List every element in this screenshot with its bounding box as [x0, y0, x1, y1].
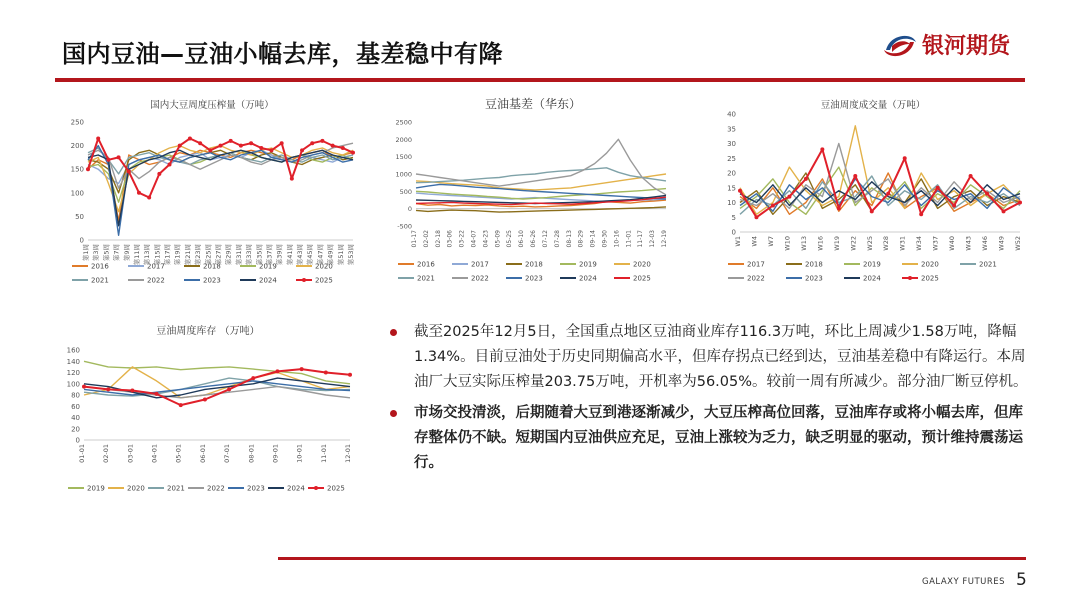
- x-tick-label: 第21周: [183, 244, 192, 266]
- legend-marker: [314, 486, 318, 490]
- y-tick-label: 0: [731, 228, 736, 237]
- data-point: [320, 139, 324, 143]
- data-point: [787, 195, 791, 199]
- bullet-dot-icon: [390, 329, 397, 336]
- chart-title: 豆油基差（华东）: [484, 97, 582, 111]
- y-tick-label: 0: [79, 236, 84, 245]
- x-tick-label: 第51周: [336, 244, 345, 266]
- x-tick-label: 10-16: [613, 230, 621, 248]
- x-tick-label: W49: [997, 236, 1006, 251]
- footer-divider: [278, 557, 1026, 560]
- data-point: [137, 191, 141, 195]
- data-point: [936, 186, 940, 190]
- chart-title: 豆油周度成交量（万吨）: [820, 100, 926, 111]
- data-point: [324, 371, 328, 375]
- legend-marker: [302, 278, 306, 282]
- x-tick-label: 第3周: [92, 244, 101, 262]
- data-point: [310, 141, 314, 145]
- legend-label: 2019: [87, 484, 105, 493]
- y-tick-label: 50: [75, 212, 84, 221]
- y-tick-label: 1500: [395, 153, 412, 162]
- x-tick-label: 07-01: [223, 444, 232, 463]
- data-point: [341, 146, 345, 150]
- data-point: [280, 141, 284, 145]
- data-point: [86, 167, 90, 171]
- x-tick-label: 11-01: [319, 444, 328, 463]
- x-tick-label: 08-29: [577, 230, 585, 248]
- legend-label: 2022: [147, 276, 165, 285]
- y-tick-label: 20: [727, 169, 736, 178]
- legend-label: 2021: [167, 484, 185, 493]
- x-tick-label: W22: [849, 236, 858, 251]
- y-tick-label: 40: [71, 414, 80, 422]
- legend-label: 2016: [91, 262, 109, 271]
- y-tick-label: 200: [70, 142, 84, 151]
- data-point: [269, 148, 273, 152]
- data-point: [837, 206, 841, 210]
- legend-label: 2017: [471, 260, 489, 269]
- data-point: [300, 148, 304, 152]
- x-tick-label: 第25周: [204, 244, 213, 266]
- x-tick-label: W34: [915, 236, 924, 251]
- data-point: [969, 174, 973, 178]
- data-point: [157, 172, 161, 176]
- x-tick-label: 第29周: [224, 244, 233, 266]
- y-tick-label: 60: [71, 402, 80, 411]
- x-tick-label: 第41周: [285, 244, 294, 266]
- bullet-dot-icon: [390, 410, 397, 417]
- data-point: [754, 215, 758, 219]
- data-point: [985, 192, 989, 196]
- data-point: [820, 147, 824, 151]
- data-point: [82, 385, 86, 389]
- series-line-2018: [416, 207, 666, 212]
- legend-label: 2025: [921, 274, 939, 283]
- x-tick-label: W31: [898, 236, 907, 251]
- x-tick-label: 第35周: [255, 244, 264, 266]
- x-tick-label: 第23周: [194, 244, 203, 266]
- x-tick-label: 第43周: [296, 243, 305, 266]
- x-tick-label: 04-23: [482, 230, 490, 248]
- x-tick-label: W4: [750, 236, 759, 247]
- legend-label: 2024: [287, 484, 305, 493]
- legend-label: 2019: [863, 260, 881, 269]
- data-point: [229, 139, 233, 143]
- data-point: [331, 144, 335, 148]
- data-point: [259, 146, 263, 150]
- x-tick-label: 05-01: [174, 444, 183, 463]
- x-tick-label: W37: [931, 236, 940, 251]
- x-tick-label: 第15周: [153, 244, 162, 266]
- legend-label: 2025: [633, 274, 651, 283]
- x-tick-label: 03-22: [458, 230, 466, 248]
- footer-brand: GALAXY FUTURES: [922, 577, 1006, 587]
- x-tick-label: W19: [832, 236, 841, 251]
- data-point: [117, 155, 121, 159]
- y-tick-label: 100: [66, 380, 80, 389]
- data-point: [903, 156, 907, 160]
- x-tick-label: W7: [766, 236, 775, 247]
- legend-label: 2024: [259, 276, 277, 285]
- x-tick-label: 12-01: [344, 444, 352, 463]
- legend-marker: [908, 276, 912, 280]
- legend-label: 2020: [633, 260, 651, 269]
- x-tick-label: 第31周: [234, 244, 243, 266]
- data-point: [290, 177, 294, 181]
- legend-label: 2025: [315, 276, 333, 285]
- y-tick-label: -500: [397, 222, 412, 231]
- bullet-text: 市场交投清淡，后期随着大豆到港逐渐减少，大豆压榨高位回落，豆油库存或将小幅去库，但库存整体仍不缺。短期国内豆油供应充足，豆油上涨较为乏力，缺乏明显的驱动，预计维持震荡运行。: [414, 405, 1023, 471]
- data-point: [1018, 201, 1022, 205]
- x-tick-label: 第33周: [245, 244, 254, 266]
- legend-label: 2022: [471, 274, 489, 283]
- data-point: [96, 137, 100, 141]
- x-tick-label: 第1周: [82, 244, 90, 262]
- x-tick-label: 09-30: [601, 230, 609, 248]
- x-tick-label: 11-01: [625, 229, 633, 248]
- x-tick-label: 第37周: [265, 244, 274, 266]
- x-tick-label: 09-14: [589, 230, 597, 248]
- legend-label: 2019: [259, 262, 277, 271]
- chart-weekly-inventory: [58, 322, 358, 502]
- data-point: [219, 144, 223, 148]
- legend-label: 2018: [805, 260, 823, 269]
- data-point: [208, 148, 212, 152]
- y-tick-label: 0: [75, 436, 80, 445]
- page-title: 国内豆油—豆油小幅去库，基差稳中有降: [62, 40, 503, 68]
- x-tick-label: 03-01: [126, 444, 135, 463]
- x-tick-label: 04-01: [150, 444, 159, 463]
- data-point: [179, 403, 183, 407]
- y-tick-label: 2000: [395, 135, 412, 144]
- page-number: 5: [1016, 570, 1027, 590]
- data-point: [198, 141, 202, 145]
- data-point: [203, 398, 207, 402]
- y-tick-label: 25: [727, 154, 736, 163]
- y-tick-label: 30: [727, 140, 736, 148]
- y-tick-label: 2500: [395, 118, 412, 127]
- x-tick-label: 第47周: [316, 244, 325, 266]
- y-tick-label: 20: [71, 425, 80, 434]
- data-point: [351, 151, 355, 155]
- y-tick-label: 160: [66, 346, 80, 355]
- x-tick-label: W28: [882, 236, 891, 251]
- legend-label: 2021: [979, 260, 997, 269]
- legend-label: 2017: [147, 262, 165, 271]
- x-tick-label: 04-07: [470, 230, 478, 248]
- x-tick-label: 07-12: [541, 230, 549, 248]
- x-tick-label: 第19周: [173, 244, 182, 266]
- data-point: [130, 389, 134, 393]
- legend-label: 2021: [91, 276, 109, 285]
- x-tick-label: W43: [964, 236, 973, 251]
- y-tick-label: 10: [727, 199, 736, 207]
- x-tick-label: W25: [865, 236, 874, 251]
- data-point: [106, 387, 110, 391]
- x-tick-label: W40: [948, 236, 957, 251]
- chart-title: 国内大豆周度压榨量（万吨）: [150, 100, 274, 111]
- legend-label: 2022: [207, 484, 225, 493]
- data-point: [870, 209, 874, 213]
- brand-name: 银河期货: [922, 34, 1011, 59]
- x-tick-label: 05-09: [494, 230, 502, 248]
- y-tick-label: 15: [727, 184, 736, 193]
- data-point: [239, 144, 243, 148]
- bullet-item: [388, 401, 1028, 476]
- chart-title: 豆油周度库存 （万吨）: [156, 326, 260, 337]
- data-point: [804, 177, 808, 181]
- chart-basis-east-china: [388, 96, 678, 296]
- data-point: [952, 203, 956, 207]
- data-point: [106, 158, 110, 162]
- x-tick-label: 01-01: [78, 444, 86, 463]
- x-tick-label: 第11周: [132, 244, 141, 266]
- chart-crush-volume: [62, 96, 362, 296]
- x-tick-label: 第9周: [122, 244, 131, 262]
- series-line-2022: [416, 139, 666, 195]
- data-point: [168, 162, 172, 166]
- x-tick-label: 第53周: [347, 244, 355, 266]
- y-tick-label: 500: [399, 187, 412, 196]
- x-tick-label: 05-25: [506, 230, 514, 248]
- x-tick-label: 第13周: [143, 244, 152, 266]
- data-point: [127, 170, 131, 174]
- x-tick-label: 第39周: [275, 244, 284, 266]
- y-tick-label: 40: [727, 110, 736, 119]
- x-tick-label: 08-01: [247, 444, 256, 463]
- x-tick-label: W10: [783, 236, 792, 251]
- series-line-2020: [416, 174, 666, 190]
- legend-label: 2022: [747, 274, 765, 283]
- legend-label: 2024: [579, 274, 597, 283]
- x-tick-label: 09-01: [271, 444, 280, 463]
- y-tick-label: 5: [731, 213, 736, 222]
- data-point: [251, 376, 255, 380]
- data-point: [275, 369, 279, 373]
- chart-weekly-turnover: [718, 96, 1028, 296]
- commentary: [388, 320, 1028, 476]
- data-point: [1002, 209, 1006, 213]
- y-tick-label: 1000: [395, 170, 412, 179]
- y-tick-label: 250: [70, 118, 84, 127]
- data-point: [348, 373, 352, 377]
- x-tick-label: 02-02: [422, 230, 430, 248]
- data-point: [300, 367, 304, 371]
- y-tick-label: 100: [70, 189, 84, 198]
- x-tick-label: W52: [1014, 236, 1022, 251]
- bullet-item: [388, 320, 1028, 395]
- x-tick-label: 12-19: [661, 230, 668, 248]
- y-tick-label: 140: [66, 357, 80, 366]
- data-point: [853, 174, 857, 178]
- legend-label: 2025: [327, 484, 345, 493]
- y-tick-label: 0: [407, 205, 412, 214]
- x-tick-label: 06-01: [198, 444, 207, 463]
- legend-label: 2023: [805, 274, 823, 283]
- x-tick-label: 第49周: [326, 244, 335, 266]
- legend-label: 2018: [203, 262, 221, 271]
- data-point: [771, 203, 775, 207]
- legend-label: 2024: [863, 274, 881, 283]
- x-tick-label: 07-28: [553, 230, 561, 248]
- legend-label: 2021: [417, 274, 435, 283]
- x-tick-label: 第5周: [102, 244, 111, 262]
- x-tick-label: 11-17: [637, 230, 645, 248]
- x-tick-label: 08-13: [565, 230, 573, 248]
- x-tick-label: 01-17: [411, 230, 418, 248]
- x-tick-label: 03-06: [446, 230, 454, 248]
- data-point: [188, 137, 192, 141]
- data-point: [155, 392, 159, 396]
- x-tick-label: 第45周: [306, 244, 315, 266]
- legend-label: 2023: [203, 276, 221, 285]
- x-tick-label: 06-10: [518, 230, 526, 248]
- legend-label: 2019: [579, 260, 597, 269]
- data-point: [919, 212, 923, 216]
- x-tick-label: 第27周: [214, 244, 223, 266]
- data-point: [227, 387, 231, 391]
- x-tick-label: 10-01: [295, 444, 304, 463]
- data-point: [147, 196, 151, 200]
- legend-label: 2017: [747, 260, 765, 269]
- x-tick-label: 06-26: [530, 230, 538, 248]
- y-tick-label: 35: [727, 125, 736, 134]
- legend-label: 2023: [247, 484, 265, 493]
- x-tick-label: W13: [799, 236, 808, 251]
- data-point: [249, 141, 253, 145]
- legend-label: 2016: [417, 260, 435, 269]
- data-point: [738, 189, 742, 193]
- legend-label: 2023: [525, 274, 543, 283]
- x-tick-label: 第7周: [112, 244, 121, 262]
- bullet-text: 截至2025年12月5日，全国重点地区豆油商业库存116.3万吨，环比上周减少1.58万吨，降幅1.34%。目前豆油处于历史同期偏高水平，但库存拐点已经到达，豆油基差稳中有降运行。本周油厂大豆实际压榨量203.75万吨，开机率为56.05%。较前一周有所减少。部分油厂断豆停机。: [414, 324, 1028, 390]
- legend-label: 2020: [315, 262, 333, 271]
- legend-label: 2020: [127, 484, 145, 493]
- header-divider: [55, 78, 1025, 82]
- x-tick-label: W16: [816, 236, 825, 251]
- data-point: [178, 144, 182, 148]
- legend-label: 2018: [525, 260, 543, 269]
- y-tick-label: 120: [66, 369, 80, 377]
- x-tick-label: 12-03: [649, 230, 657, 248]
- x-tick-label: 02-18: [434, 230, 442, 248]
- x-tick-label: 第17周: [163, 244, 172, 266]
- data-point: [886, 192, 890, 196]
- y-tick-label: 80: [71, 391, 80, 400]
- legend-label: 2020: [921, 260, 939, 269]
- y-tick-label: 150: [70, 165, 84, 174]
- x-tick-label: 02-01: [102, 444, 111, 463]
- x-tick-label: W1: [734, 236, 742, 247]
- x-tick-label: W46: [981, 236, 990, 251]
